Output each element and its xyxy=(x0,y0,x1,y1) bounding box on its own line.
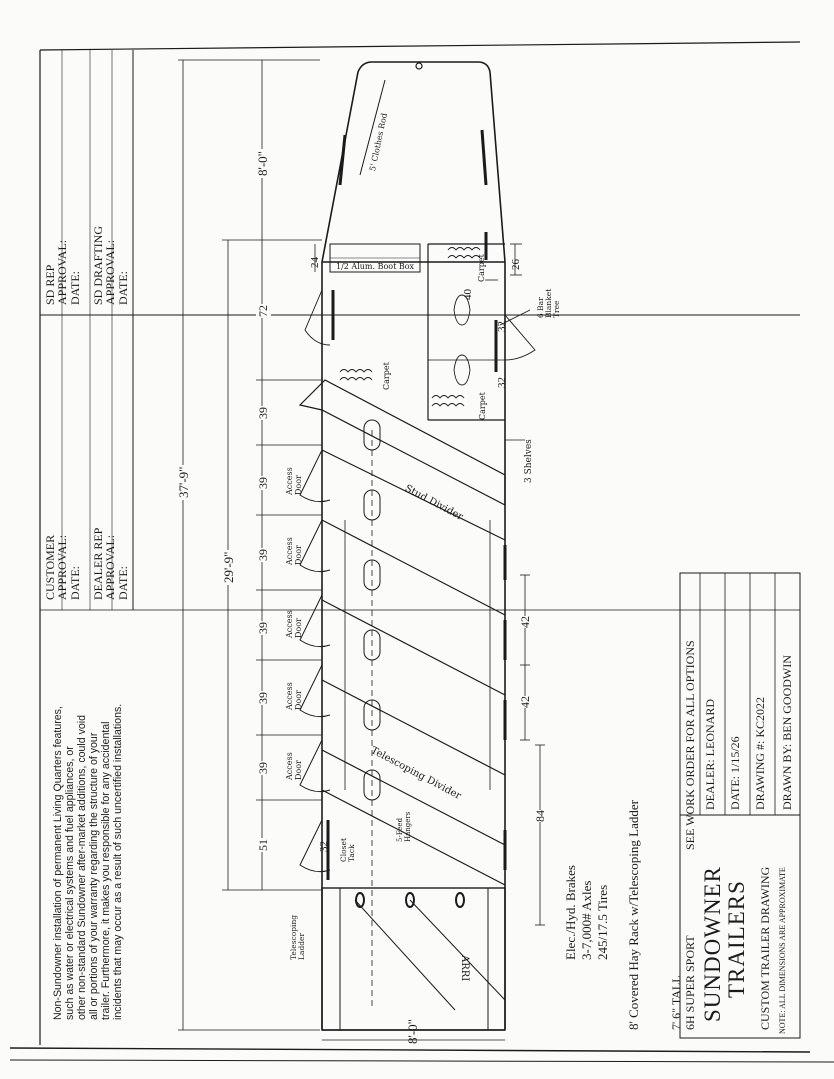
dim-window-32: 32 xyxy=(318,841,330,852)
spec-model: 6H SUPER SPORT xyxy=(683,935,697,1030)
spec-tires: 245/17.5 Tires xyxy=(595,884,610,960)
dealer-field[interactable]: DEALER: LEONARD xyxy=(703,699,717,810)
dim-carpet-32a: 32 xyxy=(496,321,508,332)
saddle-2 xyxy=(454,355,470,385)
dim-lq-length: 29'-9" xyxy=(221,551,236,583)
label-clothes-rod: 5' Clothes Rod xyxy=(368,112,390,172)
disclaimer-line: Non-Sundowner installation of permanent Living Quarters features, xyxy=(52,706,64,1020)
drawn-by-field[interactable]: DRAWN BY: BEN GOODWIN xyxy=(780,655,794,810)
dim-nose-width: 8'-0" xyxy=(255,151,270,176)
dim-stall-6: 39 xyxy=(256,762,270,774)
dim-stall-1: 39 xyxy=(256,407,270,419)
dim-carpet-40: 40 xyxy=(462,289,474,300)
label-closet-tack: Closet Tack xyxy=(339,838,356,862)
sd-rep-approval[interactable]: SD REP APPROVAL: xyxy=(43,239,69,305)
customer-approval-date[interactable]: DATE: xyxy=(68,566,82,600)
disclaimer-line: other non-standard Sundowner after-market additions, could void xyxy=(76,714,88,1020)
disclaimer-line: incidents that may occur as a result of such uncertified installations. xyxy=(112,703,124,1020)
escape-door-swing-2 xyxy=(505,315,535,360)
sd-drafting-approval-date[interactable]: DATE: xyxy=(116,271,130,305)
kingpin xyxy=(416,63,422,69)
bottom-border-1 xyxy=(10,1048,810,1052)
sd-drafting-approval[interactable]: SD DRAFTING APPROVAL: xyxy=(91,225,117,305)
access-door-swings xyxy=(300,450,330,872)
dim-side-42a: 42 xyxy=(518,616,532,628)
dim-tack-room: 72 xyxy=(256,305,270,317)
label-blanket-bar: 6 Bar Blanket Tree xyxy=(536,288,561,318)
dim-stall-5: 39 xyxy=(256,692,270,704)
dim-stall-4: 39 xyxy=(256,622,270,634)
escape-door-swing-1 xyxy=(305,290,330,345)
label-rear-mark: ARRI xyxy=(459,955,470,982)
dim-side-84: 84 xyxy=(533,810,547,822)
dimension-note: NOTE: ALL DIMENSIONS ARE APPROXIMATE xyxy=(778,867,787,1034)
label-access-door-5: Access Door xyxy=(285,752,303,780)
customer-approval[interactable]: CUSTOMER APPROVAL: xyxy=(43,534,69,600)
sd-rep-approval-date[interactable]: DATE: xyxy=(68,271,82,305)
label-telescoping-ladder: Telescoping Ladder xyxy=(289,914,306,960)
drawing-type: CUSTOM TRAILER DRAWING xyxy=(758,866,772,1030)
stall-dividers xyxy=(300,380,505,885)
label-carpet-1: Carpet xyxy=(382,362,391,390)
label-telescoping-divider: Telescoping Divider xyxy=(368,745,463,802)
label-access-door-2: Access Door xyxy=(285,537,303,565)
label-carpet-2: Carpet xyxy=(477,254,486,282)
spec-brakes: Elec./Hyd. Brakes xyxy=(563,865,578,960)
dealer-rep-approval-date[interactable]: DATE: xyxy=(116,566,130,600)
bottom-border-2 xyxy=(10,1060,834,1062)
blanket-rack-icons xyxy=(340,248,480,407)
spec-hay-rack: 8' Covered Hay Rack w/Telescoping Ladder xyxy=(626,800,641,1030)
date-field[interactable]: DATE: 1/15/26 xyxy=(728,736,742,810)
dim-boot-box: 24 xyxy=(309,257,321,268)
spec-axles: 3-7,000# Axles xyxy=(579,880,594,960)
label-feed-hangers: 5-Feed Hangers xyxy=(396,811,412,842)
dim-overall-length: 37'-9" xyxy=(176,466,191,498)
approval-grid xyxy=(40,50,800,610)
trailer-outline xyxy=(322,62,505,1030)
rear-area xyxy=(322,888,505,1030)
label-shelves: 3 Shelves xyxy=(524,439,534,483)
label-access-door-3: Access Door xyxy=(285,610,303,638)
label-boot-box: 1/2 Alum. Boot Box xyxy=(336,262,415,271)
top-border xyxy=(40,42,800,50)
dim-side-42b: 42 xyxy=(518,696,532,708)
label-access-door-1: Access Door xyxy=(285,467,303,495)
label-carpet-3: Carpet xyxy=(478,392,487,420)
dim-rear-width: 8'-0" xyxy=(405,1019,420,1044)
brand-line-2: TRAILERS xyxy=(724,880,749,998)
dealer-rep-approval[interactable]: DEALER REP APPROVAL: xyxy=(91,528,117,600)
disclaimer-line: trailer. Furthermore, it makes you responsible for any accidental xyxy=(100,721,112,1020)
label-access-door-4: Access Door xyxy=(285,682,303,710)
dim-rear-section: 51 xyxy=(256,839,270,851)
drawing-number-field[interactable]: DRAWING #: KC2022 xyxy=(753,696,767,810)
nose-window-right xyxy=(482,130,486,185)
brand-line-1: SUNDOWNER xyxy=(700,866,725,1022)
disclaimer-line: such as water or electrical systems and fuel appliances, or xyxy=(64,746,76,1020)
disclaimer-line: all or portions of your warranty regarding the structure of your xyxy=(88,732,100,1020)
disclaimer-block xyxy=(52,704,124,1020)
spec-height: 7' 6" TALL xyxy=(669,975,683,1030)
dim-stall-3: 39 xyxy=(256,549,270,561)
dim-blanket: 26 xyxy=(510,259,522,270)
dim-stall-2: 39 xyxy=(256,477,270,489)
dim-carpet-32b: 32 xyxy=(496,377,508,388)
label-stud-divider: Stud Divider xyxy=(402,483,465,523)
see-work-order: SEE WORK ORDER FOR ALL OPTIONS xyxy=(683,640,697,850)
